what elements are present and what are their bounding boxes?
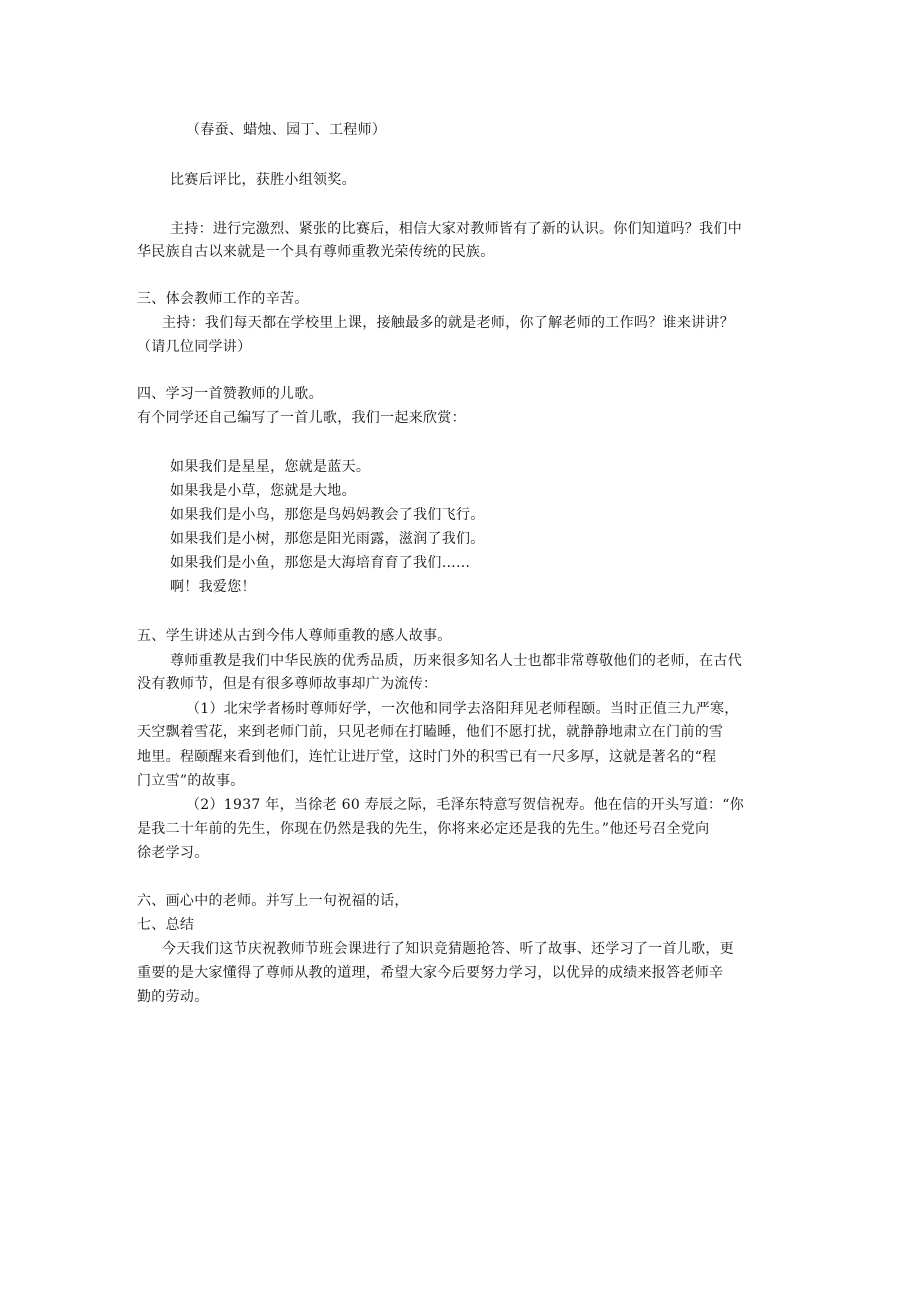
section-heading-7: 七、总结 [137,917,195,933]
section7-line: 勤的劳动。 [137,989,209,1005]
poem-line: 如果我们是星星，您就是蓝天。 [170,459,371,475]
poem-line: 如果我是小草，您就是大地。 [170,483,356,499]
poem-line: 啊！我爱您！ [170,579,256,595]
story1-line: （1）北宋学者杨时尊师好学，一次他和同学去洛阳拜见老师程颐。当时正值三九严寒， [186,701,739,717]
section-heading-3: 三、体会教师工作的辛苦。 [137,291,309,307]
story2-line: （2）1937 年，当徐老 60 寿辰之际，毛泽东特意写贺信祝寿。他在信的开头写道：“你 [186,797,745,813]
section7-line: 重要的是大家懂得了尊师从教的道理，希望大家今后要努力学习，以优异的成绩来报答老师辛 [137,965,724,981]
section5-intro-line: 没有教师节，但是有很多尊师故事却广为流传： [137,676,438,692]
host-intro-line: 华民族自古以来就是一个具有尊师重教光荣传统的民族。 [137,244,495,260]
host-intro-line: 主持：进行完激烈、紧张的比赛后，相信大家对教师皆有了新的认识。你们知道吗？我们中 [170,221,742,237]
answers-line: （春蚕、蜡烛、园丁、工程师） [186,122,387,138]
section-heading-6: 六、画心中的老师。并写上一句祝福的话， [137,893,409,909]
section5-intro-line: 尊师重教是我们中华民族的优秀品质，历来很多知名人士也都非常尊敬他们的老师，在古代 [170,653,742,669]
section3-line: （请几位同学讲） [137,339,252,355]
section4-intro: 有个同学还自己编写了一首儿歌，我们一起来欣赏： [137,410,466,426]
poem-line: 如果我们是小鱼，那您是大海培育育了我们…… [170,555,471,571]
poem-line: 如果我们是小鸟，那您是鸟妈妈教会了我们飞行。 [170,507,485,523]
story2-line: 徐老学习。 [137,845,209,861]
award-line: 比赛后评比，获胜小组领奖。 [170,172,356,188]
poem-line: 如果我们是小树，那您是阳光雨露，滋润了我们。 [170,531,485,547]
story2-line: 是我二十年前的先生，你现在仍然是我的先生，你将来必定还是我的先生。”他还号召全党向 [137,821,710,837]
section7-line: 今天我们这节庆祝教师节班会课进行了知识竞猜题抢答、听了故事、还学习了一首儿歌，更 [162,941,734,957]
section3-line: 主持：我们每天都在学校里上课，接触最多的就是老师，你了解老师的工作吗？谁来讲讲？ [162,315,734,331]
story1-line: 天空飘着雪花，来到老师门前，只见老师在打瞌睡，他们不愿打扰，就静静地肃立在门前的雪 [137,724,724,740]
story1-line: 门立雪”的故事。 [137,773,245,789]
story1-line: 地里。程颐醒来看到他们，连忙让进厅堂，这时门外的积雪已有一尺多厚，这就是著名的“程 [137,749,717,765]
section-heading-5: 五、学生讲述从古到今伟人尊师重教的感人故事。 [137,628,452,644]
section-heading-4: 四、学习一首赞教师的儿歌。 [137,386,323,402]
